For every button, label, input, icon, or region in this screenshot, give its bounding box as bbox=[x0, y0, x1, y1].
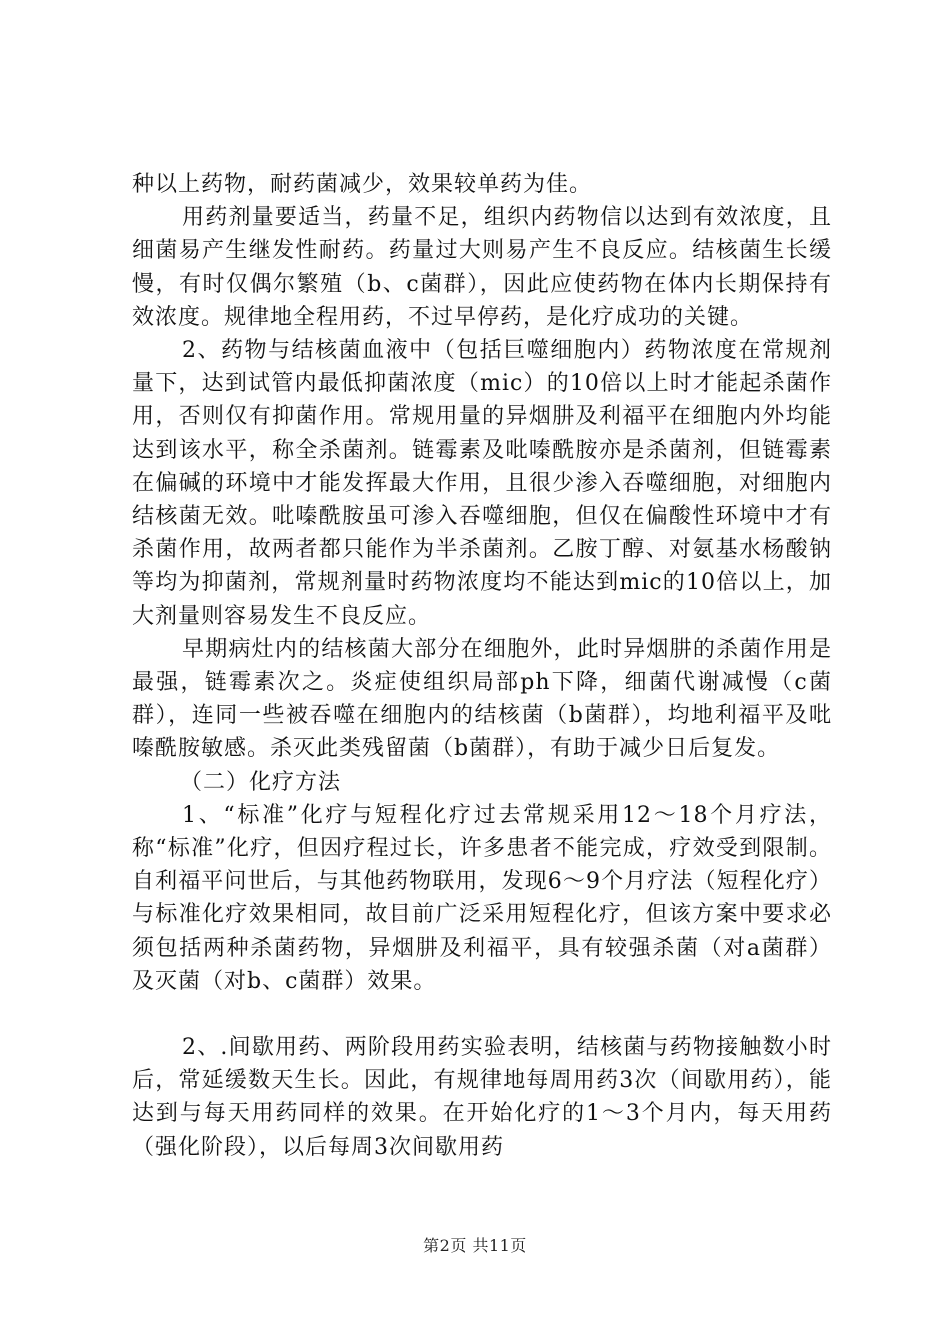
paragraph-standard-chemo: 1、“标准”化疗与短程化疗过去常规采用12～18个月疗法，称“标准”化疗，但因疗程过长，许多患者不能完成，疗效受到限制。自利福平问世后，与其他药物联用，发现6～9个月疗法（短程化疗）与标准化疗效果相同，故目前广泛采用短程化疗，但该方案中要求必须包括两种杀菌药物，异烟肼及利福平，具有较强杀菌（对a菌群）及灭菌（对b、c菌群）效果。 bbox=[132, 802, 832, 994]
paragraph-continuation: 种以上药物，耐药菌减少，效果较单药为佳。 bbox=[132, 172, 593, 197]
paragraph-early-lesion: 早期病灶内的结核菌大部分在细胞外，此时异烟肼的杀菌作用是最强，链霉素次之。炎症使组织局部ph下降，细菌代谢减慢（c菌群），连同一些被吞噬在细胞内的结核菌（b菌群），均地利福平及吡嗪酰胺敏感。杀灭此类残留菌（b菌群），有助于减少日后复发。 bbox=[132, 636, 832, 762]
page-footer: 第2页 共11页 bbox=[423, 1236, 527, 1255]
paragraph-dosage: 用药剂量要适当，药量不足，组织内药物信以达到有效浓度，且细菌易产生继发性耐药。药量过大则易产生不良反应。结核菌生长缓慢，有时仅偶尔繁殖（b、c菌群），因此应使药物在体内长期保持有效浓度。规律地全程用药，不过早停药，是化疗成功的关键。 bbox=[132, 205, 832, 330]
document-body bbox=[132, 168, 832, 1164]
paragraph-spacer bbox=[132, 998, 832, 1031]
paragraph-intermittent: 2、.间歇用药、两阶段用药实验表明，结核菌与药物接触数小时后，常延缓数天生长。因此，有规律地每周用药3次（间歇用药），能达到与每天用药同样的效果。在开始化疗的1～3个月内，每天用药（强化阶段），以后每周3次间歇用药 bbox=[132, 1035, 832, 1160]
paragraph-drug-concentration: 2、药物与结核菌血液中（包括巨噬细胞内）药物浓度在常规剂量下，达到试管内最低抑菌浓度（mic）的10倍以上时才能起杀菌作用，否则仅有抑菌作用。常规用量的异烟肼及利福平在细胞内外均能达到该水平，称全杀菌剂。链霉素及吡嗪酰胺亦是杀菌剂，但链霉素在偏碱的环境中才能发挥最大作用，且很少渗入吞噬细胞，对细胞内结核菌无效。吡嗪酰胺虽可渗入吞噬细胞，但仅在偏酸性环境中才有杀菌作用，故两者都只能作为半杀菌剂。乙胺丁醇、对氨基水杨酸钠等均为抑菌剂，常规剂量时药物浓度均不能达到mic的10倍以上，加大剂量则容易发生不良反应。 bbox=[132, 338, 832, 629]
section-heading: （二）化疗方法 bbox=[180, 769, 342, 795]
